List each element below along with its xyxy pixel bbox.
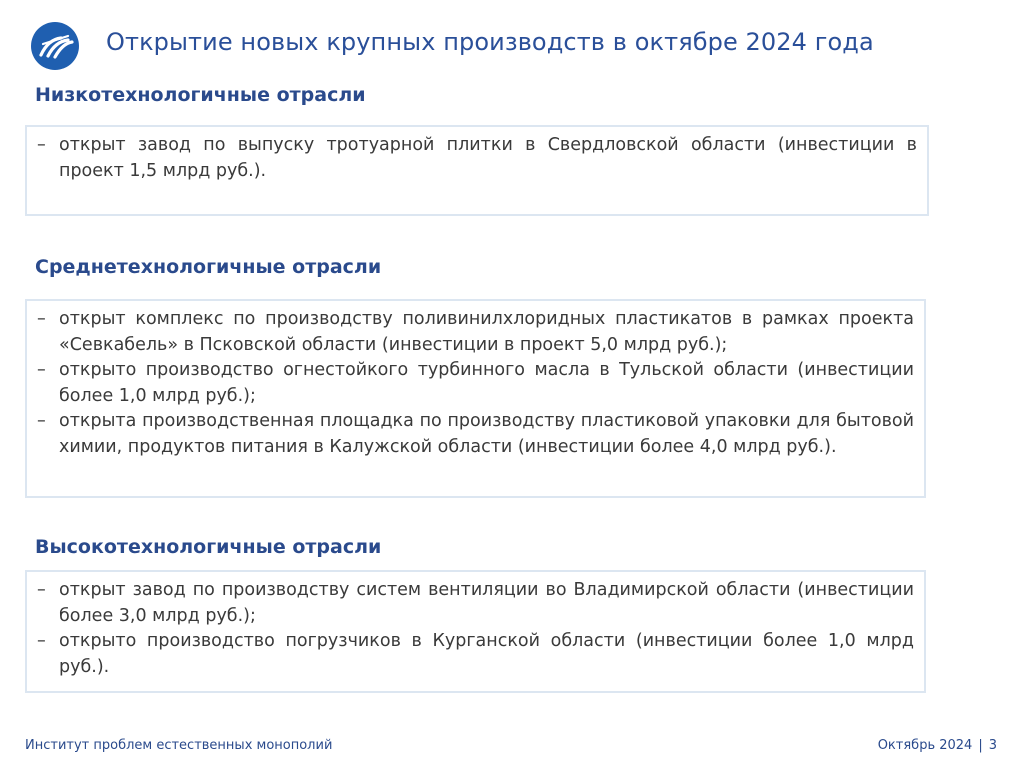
section-heading-low-tech: Низкотехнологичные отрасли — [35, 84, 366, 106]
dash-icon: – — [37, 309, 46, 329]
logo-icon — [31, 22, 79, 70]
list-item — [37, 133, 917, 184]
dash-icon: – — [37, 580, 46, 600]
list-item — [37, 578, 914, 629]
dash-icon: – — [37, 411, 46, 431]
section-box-mid-tech — [25, 299, 926, 498]
list-item-text: открыт завод по выпуску тротуарной плитки в Свердловской области (инвестиции в проект 1,5 млрд руб.). — [59, 135, 917, 181]
footer-separator: | — [978, 738, 983, 753]
list-item — [37, 307, 914, 358]
list-item-text: открыт комплекс по производству поливинилхлоридных пластикатов в рамках проекта «Севкабель» в Псковской области (инвестиции в проект 5,0 млрд руб.); — [59, 309, 914, 355]
footer-date: Октябрь 2024 — [877, 738, 973, 753]
list-item — [37, 409, 914, 460]
list-item-text: открыта производственная площадка по производству пластиковой упаковки для бытовой химии, продуктов питания в Калужской области (инвестиции более 4,0 млрд руб.). — [59, 411, 914, 457]
dash-icon: – — [37, 631, 46, 651]
list-item — [37, 358, 914, 409]
page-title: Открытие новых крупных производств в октябре 2024 года — [106, 28, 874, 56]
section-box-high-tech — [25, 570, 926, 693]
section-heading-high-tech: Высокотехнологичные отрасли — [35, 536, 382, 558]
section-heading-mid-tech: Среднетехнологичные отрасли — [35, 256, 382, 278]
page-number: 3 — [988, 738, 997, 753]
list-item-text: открыто производство погрузчиков в Курганской области (инвестиции более 1,0 млрд руб.). — [59, 631, 914, 677]
footer-organization: Институт проблем естественных монополий — [25, 738, 333, 753]
list-item — [37, 629, 914, 680]
dash-icon: – — [37, 360, 46, 380]
dash-icon: – — [37, 135, 46, 155]
list-item-text: открыто производство огнестойкого турбинного масла в Тульской области (инвестиции более 1,0 млрд руб.); — [59, 360, 914, 406]
list-item-text: открыт завод по производству систем вентиляции во Владимирской области (инвестиции более 3,0 млрд руб.); — [59, 580, 914, 626]
section-box-low-tech — [25, 125, 929, 216]
footer-page-info — [878, 738, 997, 753]
